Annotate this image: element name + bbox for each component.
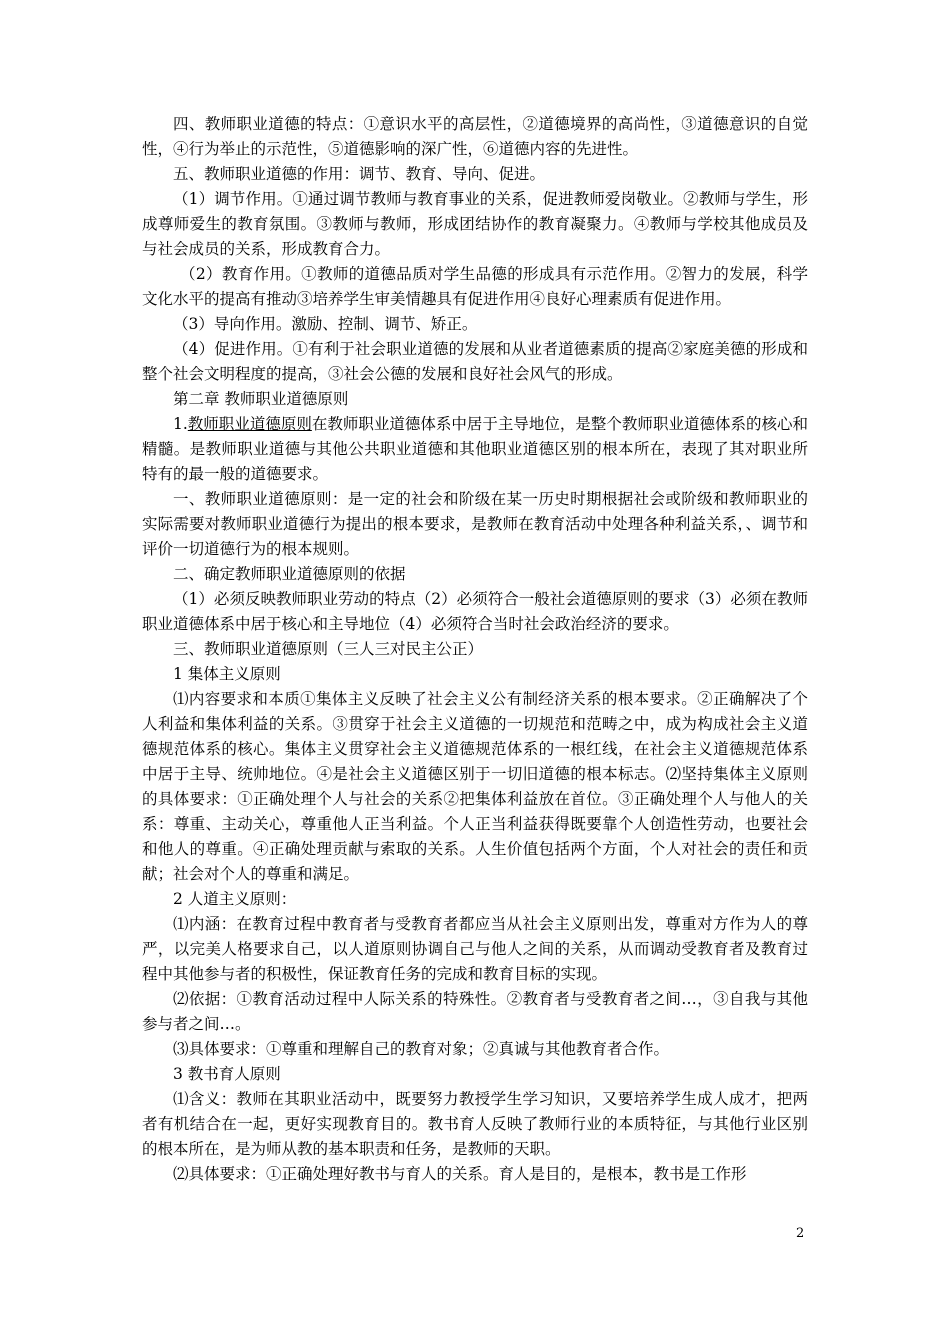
paragraph-principle-definition <box>142 412 808 487</box>
page-number: 2 <box>796 1226 805 1241</box>
paragraph-collectivism: ⑴内容要求和本质①集体主义反映了社会主义公有制经济关系的根本要求。②正确解决了个人利益和集体利益的关系。③贯穿于社会主义道德的一切规范和范畴之中，成为构成社会主义道德规范体系的核心。集体主义贯穿社会主义道德规范体系的一根红线，在社会主义道德规范体系中居于主导、统帅地位。④是社会主义道德区别于一切旧道德的根本标志。⑵坚持集体主义原则的具体要求：①正确处理个人与社会的关系②把集体利益放在首位。③正确处理个人与他人的关系：尊重、主动关心，尊重他人正当利益。个人正当利益获得既要靠个人创造性劳动，也要社会和他人的尊重。④正确处理贡献与索取的关系。人生价值包括两个方面，个人对社会的责任和贡献；社会对个人的尊重和满足。 <box>142 690 808 883</box>
principle-definition-text: 在教师职业道德体系中居于主导地位，是整个教师职业道德体系的核心和精髓。是教师职业道德与其他公共职业道德和其他职业道德区别的根本所在，表现了其对职业所特有的最一般的道德要求。 <box>142 415 808 483</box>
item-number: 1. <box>173 415 188 433</box>
paragraph-basis: （1）必须反映教师职业劳动的特点（2）必须符合一般社会道德原则的要求（3）必须在教师职业道德体系中居于核心和主导地位（4）必须符合当时社会政治经济的要求。 <box>142 590 808 633</box>
paragraph-characteristics: 四、教师职业道德的特点：①意识水平的高层性，②道德境界的高尚性，③道德意识的自觉性，④行为举止的示范性，⑤道德影响的深广性，⑥道德内容的先进性。 <box>142 115 808 158</box>
underlined-term: 教师职业道德原则 <box>187 415 312 433</box>
humanism-heading: 2 人道主义原则： <box>173 890 297 908</box>
paragraph-principle-concept: 一、教师职业道德原则：是一定的社会和阶级在某一历史时期根据社会或阶级和教师职业的实际需要对教师职业道德行为提出的根本要求，是教师在教育活动中处理各种利益关系，、调节和评价一切道德行为的根本规则。 <box>142 490 808 558</box>
teaching-principle-heading: 3 教书育人原则 <box>173 1065 281 1083</box>
paragraph-principles-heading: 三、教师职业道德原则（三人三对民主公正） <box>173 640 484 658</box>
paragraph-guidance: （3）导向作用。激励、控制、调节、矫正。 <box>173 315 478 333</box>
paragraph-basis-heading: 二、确定教师职业道德原则的依据 <box>173 565 406 583</box>
paragraph-teaching-meaning: ⑴含义：教师在其职业活动中，既要努力教授学生学习知识，又要培养学生成人成才，把两者有机结合在一起，更好实现教育目的。教书育人反映了教师行业的本质特征，与其他行业区别的根本所在，是为师从教的基本职责和任务，是教师的天职。 <box>142 1090 808 1158</box>
paragraph-regulation: （1）调节作用。①通过调节教师与教育事业的关系，促进教师爱岗敬业。②教师与学生，形成尊师爱生的教育氛围。③教师与教师，形成团结协作的教育凝聚力。④教师与学校其他成员及与社会成员的关系，形成教育合力。 <box>142 190 808 258</box>
paragraph-education: （2）教育作用。①教师的道德品质对学生品德的形成具有示范作用。②智力的发展，科学文化水平的提高有推动③培养学生审美情趣具有促进作用④良好心理素质有促进作用。 <box>142 265 808 308</box>
paragraph-teaching-requirements: ⑵具体要求：①正确处理好教书与育人的关系。育人是目的，是根本，教书是工作形 <box>173 1165 747 1183</box>
paragraph-promotion: （4）促进作用。①有利于社会职业道德的发展和从业者道德素质的提高②家庭美德的形成和整个社会文明程度的提高，③社会公德的发展和良好社会风气的形成。 <box>142 340 808 383</box>
paragraph-functions-heading: 五、教师职业道德的作用：调节、教育、导向、促进。 <box>173 165 546 183</box>
paragraph-humanism-meaning: ⑴内涵：在教育过程中教育者与受教育者都应当从社会主义原则出发，尊重对方作为人的尊严，以完美人格要求自己，以人道原则协调自己与他人之间的关系，从而调动受教育者及教育过程中其他参与者的积极性，保证教育任务的完成和教育目标的实现。 <box>142 915 808 983</box>
paragraph-humanism-basis: ⑵依据：①教育活动过程中人际关系的特殊性。②教育者与受教育者之间…，③自我与其他参与者之间…。 <box>142 990 808 1033</box>
paragraph-humanism-requirements: ⑶具体要求：①尊重和理解自己的教育对象；②真诚与其他教育者合作。 <box>173 1040 670 1058</box>
collectivism-heading: 1 集体主义原则 <box>173 665 281 683</box>
chapter-heading: 第二章 教师职业道德原则 <box>173 390 349 408</box>
document-body <box>142 112 808 1187</box>
